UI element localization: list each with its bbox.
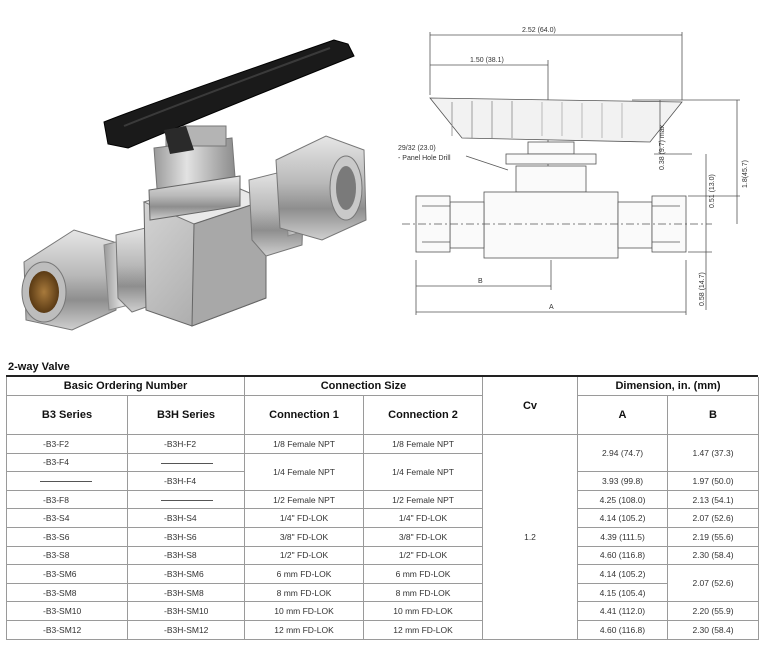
max-panel-dim: 0.38 (9.7) max (659, 124, 666, 170)
table-cell: 6 mm FD-LOK (245, 565, 364, 584)
table-cell: -B3H-SM10 (128, 602, 245, 621)
table-cell: -B3-S4 (7, 509, 128, 528)
table-cell: 2.07 (52.6) (668, 509, 759, 528)
table-cell: -B3H-S8 (128, 546, 245, 565)
left-fitting-nut (22, 230, 116, 330)
table-cell: 4.60 (116.8) (578, 546, 668, 565)
table-cell: 2.30 (58.4) (668, 546, 759, 565)
overall-width-dim: 2.52 (64.0) (522, 27, 556, 34)
table-cell: 1/8 Female NPT (364, 435, 483, 454)
table-cell: 1/2 Female NPT (364, 490, 483, 509)
table-cell: 4.14 (105.2) (578, 565, 668, 584)
table-cell: 3/8" FD-LOK (364, 527, 483, 546)
table-cell: 4.14 (105.2) (578, 509, 668, 528)
table-cell: 4.60 (116.8) (578, 620, 668, 639)
header-conn2: Connection 2 (364, 396, 483, 435)
table-cell: 1.47 (37.3) (668, 435, 759, 472)
header-conn1: Connection 1 (245, 396, 364, 435)
table-cell: 10 mm FD-LOK (245, 602, 364, 621)
table-row (7, 602, 759, 621)
table-cell: 2.13 (54.1) (668, 490, 759, 509)
table-cell: -B3-SM10 (7, 602, 128, 621)
table-cell: 1/2" FD-LOK (245, 546, 364, 565)
table-cell: 8 mm FD-LOK (245, 583, 364, 602)
table-cell: 2.30 (58.4) (668, 620, 759, 639)
table-cell: 2.19 (55.6) (668, 527, 759, 546)
table-cell: -B3-F2 (7, 435, 128, 454)
not-available-dash (161, 463, 213, 464)
dimension-drawing (392, 10, 764, 335)
table-cell: -B3H-SM6 (128, 565, 245, 584)
right-fitting-nut (276, 136, 366, 240)
table-row (7, 509, 759, 528)
table-cell: 1/8 Female NPT (245, 435, 364, 454)
ordering-table (6, 377, 759, 640)
table-cell: 1/2" FD-LOK (364, 546, 483, 565)
table-row (7, 435, 759, 454)
base-height-dim: 0.58 (14.7) (699, 272, 706, 306)
table-cell: -B3-SM12 (7, 620, 128, 639)
table-cell: 1.97 (50.0) (668, 472, 759, 491)
table-cell: -B3-SM6 (7, 565, 128, 584)
section-title: 2-way Valve (8, 361, 70, 373)
dim-b-label: B (478, 278, 483, 285)
table-cell: 2.07 (52.6) (668, 565, 759, 602)
table-cell: -B3H-SM12 (128, 620, 245, 639)
table-row (7, 490, 759, 509)
handle-offset-dim: 1.50 (38.1) (470, 57, 504, 64)
header-dimension: Dimension, in. (mm) (578, 377, 759, 396)
black-handle (104, 40, 354, 154)
header-b3h: B3H Series (128, 396, 245, 435)
table-row (7, 620, 759, 639)
table-cell: 1/4" FD-LOK (245, 509, 364, 528)
table-cell: -B3-F8 (7, 490, 128, 509)
table-cell: 2.20 (55.9) (668, 602, 759, 621)
table-cell: 1/2 Female NPT (245, 490, 364, 509)
cv-value: 1.2 (483, 435, 578, 640)
header-ordering: Basic Ordering Number (7, 377, 245, 396)
table-cell: 4.41 (112.0) (578, 602, 668, 621)
table-cell: -B3H-S6 (128, 527, 245, 546)
table-cell: 4.25 (108.0) (578, 490, 668, 509)
table-cell: 8 mm FD-LOK (364, 583, 483, 602)
not-available-dash (40, 481, 92, 482)
table-cell: 4.39 (111.5) (578, 527, 668, 546)
table-row (7, 583, 759, 602)
dim-a-label: A (549, 304, 554, 311)
header-connection: Connection Size (245, 377, 483, 396)
header-b3: B3 Series (7, 396, 128, 435)
table-cell: -B3H-SM8 (128, 583, 245, 602)
table-cell: 12 mm FD-LOK (245, 620, 364, 639)
table-cell: 1/4 Female NPT (245, 453, 364, 490)
table-row (7, 527, 759, 546)
header-b: B (668, 396, 759, 435)
header-a: A (578, 396, 668, 435)
table-cell: 3/8" FD-LOK (245, 527, 364, 546)
header-cv: Cv (483, 377, 578, 435)
table-cell: -B3H-F4 (128, 472, 245, 491)
table-row (7, 565, 759, 584)
table-cell: -B3-S6 (7, 527, 128, 546)
table-cell: 10 mm FD-LOK (364, 602, 483, 621)
table-cell: 1/4 Female NPT (364, 453, 483, 490)
table-cell: 12 mm FD-LOK (364, 620, 483, 639)
panel-hole-note: - Panel Hole Drill (398, 155, 451, 162)
table-cell: -B3-SM8 (7, 583, 128, 602)
panel-hole-dim: 29/32 (23.0) (398, 145, 436, 152)
table-cell: -B3-S8 (7, 546, 128, 565)
table-cell: 3.93 (99.8) (578, 472, 668, 491)
table-cell: 1/4" FD-LOK (364, 509, 483, 528)
table-cell: 6 mm FD-LOK (364, 565, 483, 584)
stem-height-dim: 0.51 (13.0) (709, 174, 716, 208)
table-cell: -B3H-S4 (128, 509, 245, 528)
valve-photo (4, 30, 384, 350)
table-cell: 4.15 (105.4) (578, 583, 668, 602)
table-cell: 2.94 (74.7) (578, 435, 668, 472)
table-cell: -B3-F4 (7, 453, 128, 472)
table-row (7, 546, 759, 565)
not-available-dash (161, 500, 213, 501)
handle-height-dim: 1.8(45.7) (742, 159, 749, 188)
table-cell: -B3H-F2 (128, 435, 245, 454)
